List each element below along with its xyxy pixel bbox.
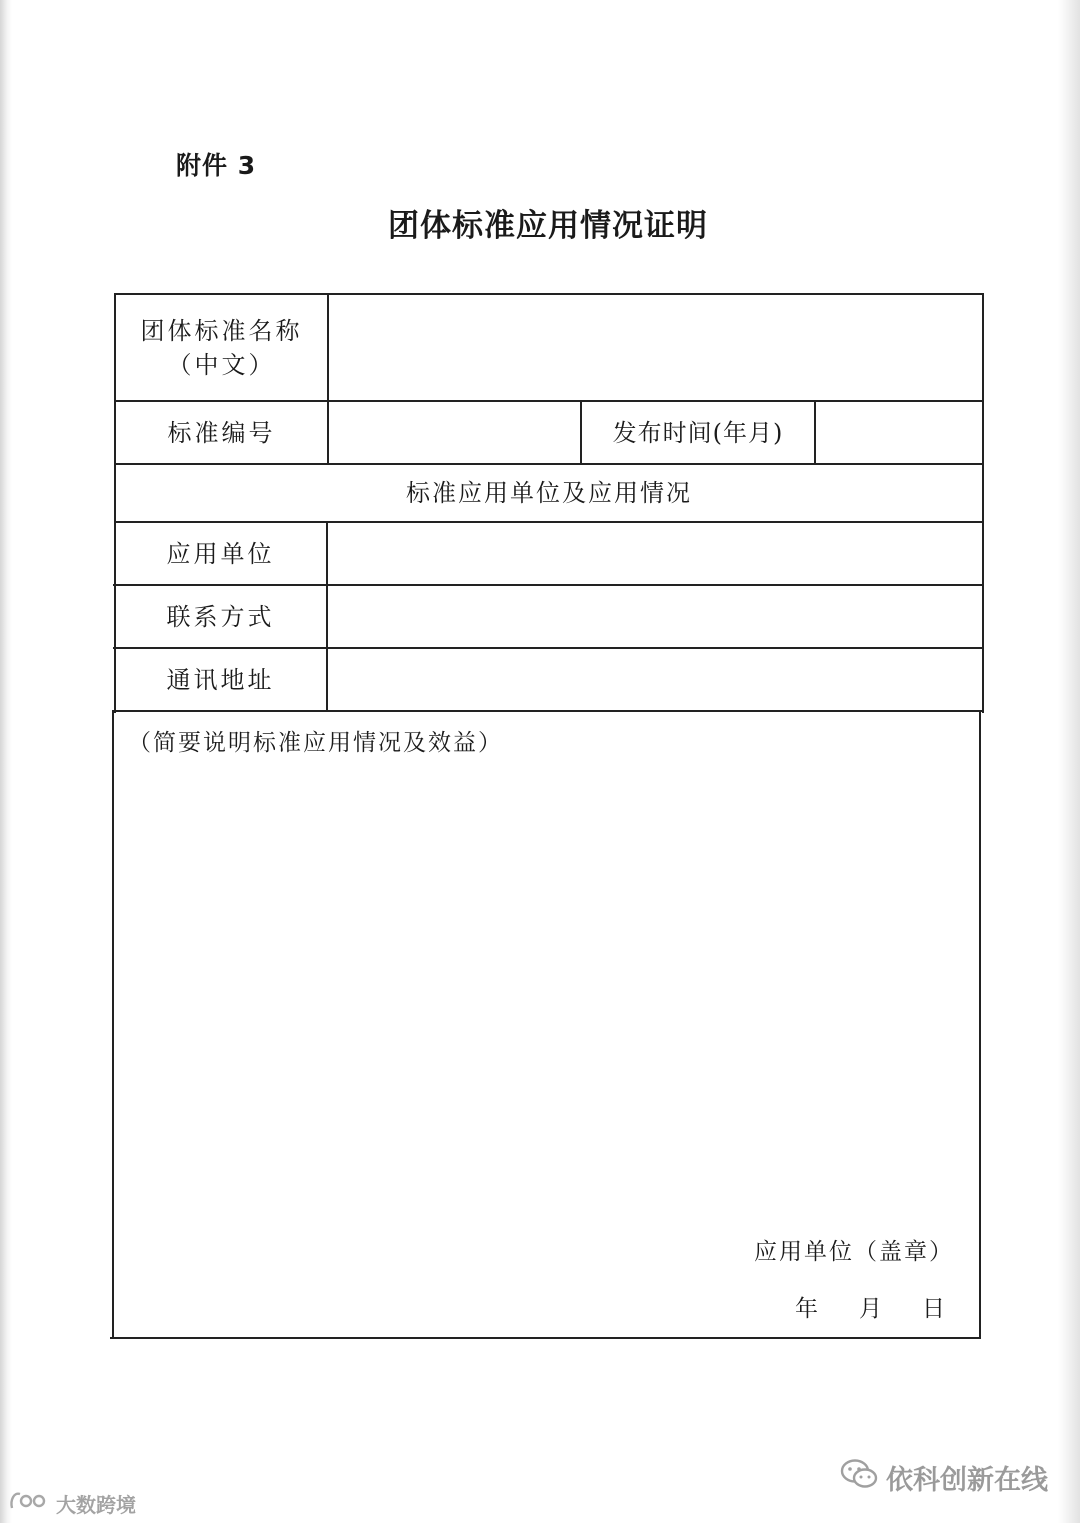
std-name-label xyxy=(116,295,327,400)
attachment-label: 附件 3 xyxy=(176,151,257,180)
std-number-label: 标准编号 xyxy=(167,418,276,447)
table-border-bottom xyxy=(110,1337,980,1339)
release-time-field[interactable] xyxy=(816,402,982,463)
table-border-right xyxy=(982,293,984,713)
stamp-label: 应用单位（盖章） xyxy=(754,1239,954,1265)
address-label: 通讯地址 xyxy=(166,665,275,694)
application-unit-field[interactable] xyxy=(328,523,982,584)
watermark-left-text: 大数跨境 xyxy=(56,1493,136,1517)
std-number-field[interactable] xyxy=(329,402,580,463)
brand-logo-icon xyxy=(8,1488,52,1519)
contact-label: 联系方式 xyxy=(166,602,275,631)
application-unit-label: 应用单位 xyxy=(166,539,275,568)
wechat-icon xyxy=(840,1458,878,1497)
release-time-label: 发布时间(年月) xyxy=(612,418,784,447)
date-month: 月 xyxy=(859,1296,882,1322)
address-field[interactable] xyxy=(328,649,982,710)
table-border-right xyxy=(979,710,981,1339)
watermark-left xyxy=(8,1488,136,1519)
contact-field[interactable] xyxy=(328,586,982,647)
std-name-label-line2: （中文） xyxy=(167,350,276,379)
page-title: 团体标准应用情况证明 xyxy=(388,208,708,244)
description-note: （简要说明标准应用情况及效益） xyxy=(128,730,503,756)
date-year: 年 xyxy=(795,1296,818,1322)
std-name-label-line1: 团体标准名称 xyxy=(140,316,303,345)
date-day: 日 xyxy=(922,1296,945,1322)
watermark-right-text: 依科创新在线 xyxy=(886,1465,1048,1496)
std-name-field[interactable] xyxy=(329,295,982,400)
watermark-right xyxy=(840,1458,1048,1497)
section-heading: 标准应用单位及应用情况 xyxy=(406,479,692,507)
